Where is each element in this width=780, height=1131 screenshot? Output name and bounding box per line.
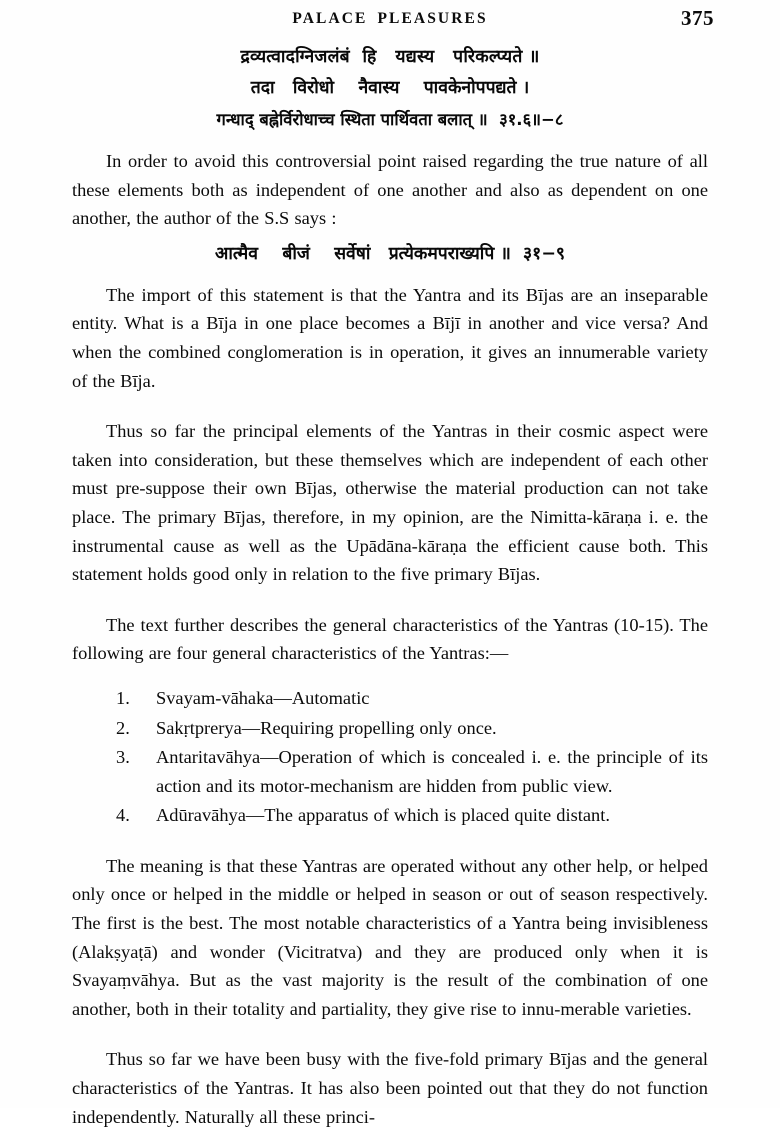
- verse-line-2: तदा विरोधो नैवास्य पावकेनोपपद्यते ।: [250, 78, 530, 98]
- paragraph-6: Thus so far we have been busy with the five-fold primary Bījas and the general characteristics of the Yantras. It has also been pointed out that they do not function independently. Naturally all these princi-: [72, 1049, 708, 1127]
- running-head-title: PALACE PLEASURES: [292, 10, 488, 27]
- paragraph-2: The import of this statement is that the Yantra and its Bījas are an inseparable entity. What is a Bīja in one place becomes a Bījī in another and vice versa? And when the combined conglomeration is in operation, it gives an innumerable variety of the Bīja.: [72, 284, 708, 391]
- list-item-number: 2.: [116, 717, 130, 738]
- list-item-label: Sakṛtprerya—Requiring propelling only once.: [156, 717, 497, 738]
- list-item-number: 3.: [116, 747, 130, 768]
- page-content: [72, 6, 714, 1131]
- verse-line-3: गन्धाद् बह्नेर्विरोधाच्च स्थिता पार्थिवता बलात् ॥ ३१.६॥−८: [216, 110, 564, 129]
- list-item-number: 4.: [116, 805, 130, 826]
- page-number: 375: [681, 6, 714, 30]
- sanskrit-verse-block-2: आत्मैव बीजं सर्वेषां प्रत्येकमपराख्यपि ॥ ३१−९: [214, 243, 566, 264]
- running-head: [72, 6, 714, 38]
- verse-line-1: द्रव्यत्वादग्निजलंबं हि यद्यस्य परिकल्प्यते ॥: [240, 47, 540, 67]
- list-item: [116, 714, 708, 743]
- paragraph-3: Thus so far the principal elements of the Yantras in their cosmic aspect were taken into consideration, but these themselves which are independent of each other must pre-suppose their own Bījas, otherwise the material production can not take place. The primary Bījas, therefore, in my opinion, are the Nimitta-kāraṇa i. e. the instrumental cause as well as the Upādāna-kāraṇa the efficient cause both. This statement holds good only in relation to the five primary Bījas.: [72, 421, 708, 585]
- sanskrit-verse-block-1: [72, 42, 708, 135]
- paragraph-1: In order to avoid this controversial point raised regarding the true nature of all these elements both as independent of one another and also as dependent on one another, the author of the S.S says :: [72, 151, 708, 229]
- list-item: [116, 743, 708, 800]
- paragraph-5: The meaning is that these Yantras are operated without any other help, or helped only once or helped in the middle or helped in season or out of season respectively. The first is the best. The most notable characteristics of a Yantra being invisibleness (Alakṣyaṭā) and wonder (Vicitratva) and they are produced only when it is Svayaṃvāhya. But as the vast majority is the result of the combination of one another, both in their totality and partiality, they give rise to innu-merable varieties.: [72, 855, 708, 1019]
- list-item-number: 1.: [116, 687, 130, 708]
- list-item: [116, 801, 708, 830]
- paragraph-4: The text further describes the general characteristics of the Yantras (10-15). The following are four general characteristics of the Yantras:—: [72, 614, 708, 664]
- list-item-label: Antaritavāhya—Operation of which is concealed i. e. the principle of its action and its motor-mechanism are hidden from public view.: [156, 747, 708, 796]
- characteristics-list: [72, 684, 708, 830]
- list-item-label: Adūravāhya—The apparatus of which is placed quite distant.: [156, 805, 610, 826]
- list-item-label: Svayam-vāhaka—Automatic: [156, 687, 370, 708]
- list-item: [116, 684, 708, 713]
